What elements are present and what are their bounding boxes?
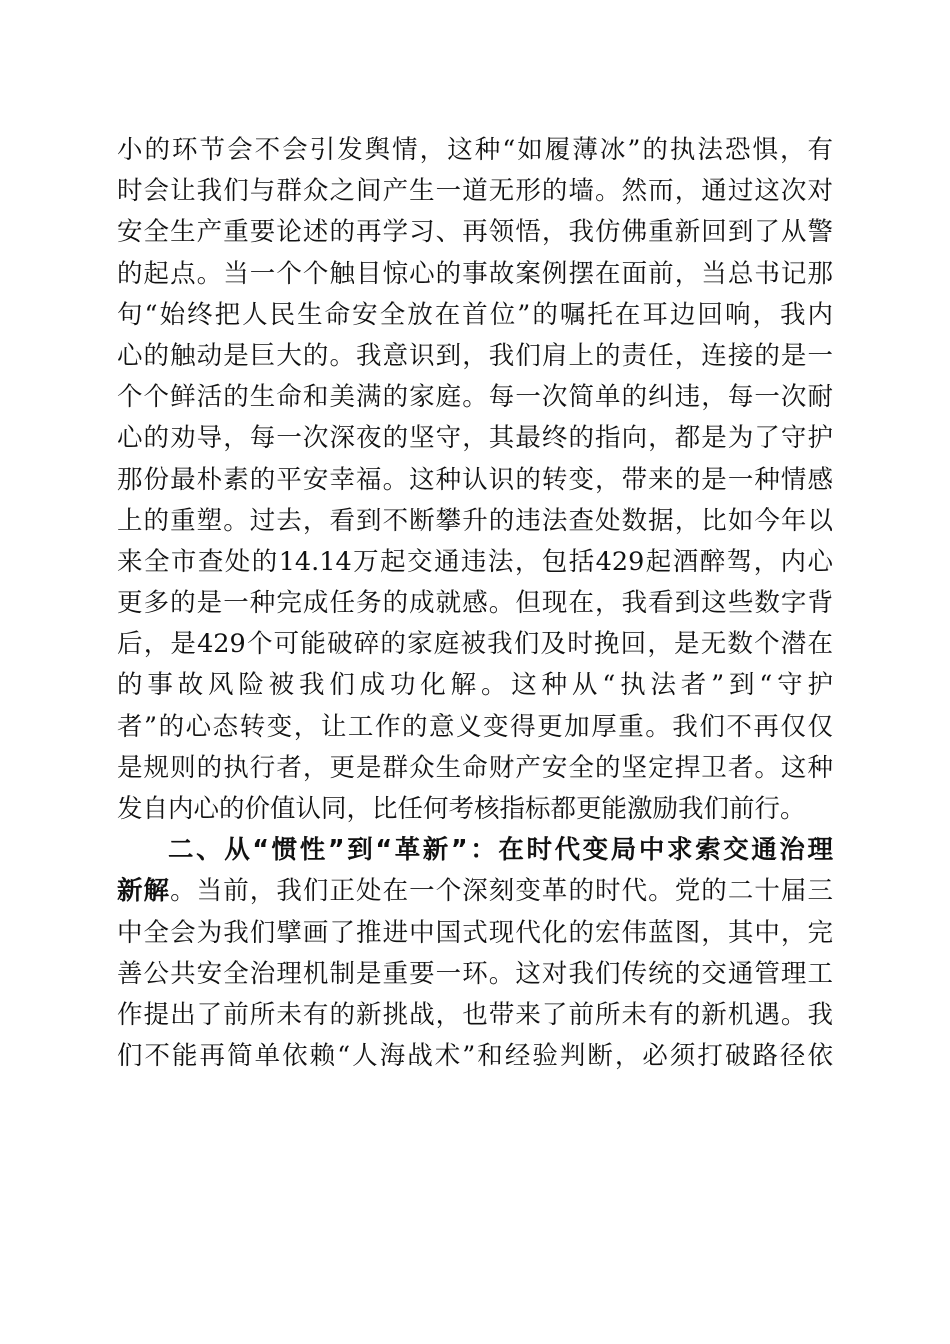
text-line: 上的重塑。过去，看到不断攀升的违法查处数据，比如今年以 [117,505,833,536]
text-line: 时会让我们与群众之间产生一道无形的墙。然而，通过这次对 [117,176,833,207]
text-line: 句“始终把人民生命安全放在首位”的嘱托在耳边回响，我内 [117,299,833,330]
text-line: 的事故风险被我们成功化解。这种从“执法者”到“守护 [117,670,833,701]
text-line: 们不能再简单依赖“人海战术”和经验判断，必须打破路径依 [117,1041,833,1072]
text-line: 是规则的执行者，更是群众生命财产安全的坚定捍卫者。这种 [117,752,833,783]
text-line: 作提出了前所未有的新挑战，也带来了前所未有的新机遇。我 [117,999,833,1030]
text-line: 来全市查处的14.14万起交通违法，包括429起酒醉驾，内心 [117,546,833,577]
body-text [117,130,833,1077]
text-line: 善公共安全治理机制是重要一环。这对我们传统的交通管理工 [117,958,833,989]
text-line: 心的劝导，每一次深夜的坚守，其最终的指向，都是为了守护 [117,423,833,454]
text-line: 更多的是一种完成任务的成就感。但现在，我看到这些数字背 [117,588,833,619]
text-line: 后，是429个可能破碎的家庭被我们及时挽回，是无数个潜在 [117,629,833,660]
text-line: 个个鲜活的生命和美满的家庭。每一次简单的纠违，每一次耐 [117,382,833,413]
section-intro-text: 。当前，我们正处在一个深刻变革的时代。党的二十届三 [170,876,833,907]
text-line: 发自内心的价值认同，比任何考核指标都更能激励我们前行。 [117,794,806,824]
section-heading-continued: 新解 [117,876,171,907]
section-2 [117,830,833,1077]
text-line: 那份最朴素的平安幸福。这种认识的转变，带来的是一种情感 [117,464,833,495]
text-line: 心的触动是巨大的。我意识到，我们肩上的责任，连接的是一 [117,340,833,371]
text-line: 安全生产重要论述的再学习、再领悟，我仿佛重新回到了从警 [117,217,833,248]
paragraph-1 [117,130,833,830]
text-line [117,871,833,912]
text-line: 小的环节会不会引发舆情，这种“如履薄冰”的执法恐惧，有 [117,135,833,165]
text-line: 的起点。当一个个触目惊心的事故案例摆在面前，当总书记那 [117,258,833,289]
text-line: 者”的心态转变，让工作的意义变得更加厚重。我们不再仅仅 [117,711,833,742]
text-line: 中全会为我们擘画了推进中国式现代化的宏伟蓝图，其中，完 [117,917,833,948]
section-heading: 二、从“惯性”到“革新”：在时代变局中求索交通治理 [168,835,833,866]
